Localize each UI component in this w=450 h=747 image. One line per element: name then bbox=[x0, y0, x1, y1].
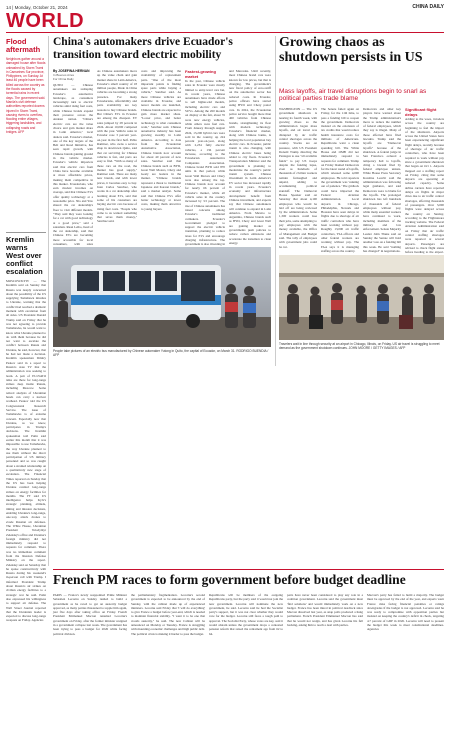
right-col-3 bbox=[363, 107, 401, 252]
main-col-3-text: costs and improving the availability of replacement parts. "One of the most important points is finding spare parts while buying a vehicle," Sanchez said. As more Chinese vehicles are available in Ecuador, and newer models are launched, Chinese brands are expected to gain more market share. "Lower price, and better technology is what consumers want," Sanchez said. Chinese automotive industry has been growing steadily in Latin America. According to data from the Ecuadorian Automotive Association, Chinese brands now account for about 40 percent of new sales. Sanchez said that Chinese brands such as BYD, Great Wall Motors, Chery and Geely are leaders in the market. "Chinese brands represent a threat to traditional Japanese and Korean brands," said a market analyst. Some said that Chinese EVs offer better technology at lower costs, making them attractive to young buyers. bbox=[141, 69, 181, 211]
col-divider-left bbox=[48, 36, 49, 566]
ecuador-bus-photo bbox=[53, 247, 271, 347]
left-divider bbox=[6, 232, 46, 233]
right-headline bbox=[279, 36, 444, 80]
right-col-1-text: WASHINGTON — The US government shutdown is nearing its fourth week, with growing chaos as the administration began mass layoffs, and air travel was disrupted by air traffic control shortages across the country. Stocks are on pressure, with US President Donald Trump directing the Pentagon to use "all available funds" to pay US troops despite the funding lapse, even as hundreds of thousands of civilian workers remain furloughed and unpaid, adding to accumulating political standoff. The Democrat House Speaker said on Saturday that about 4,100 employees who would be laid off are being reviewed by the administration. Some 1,300 workers could lose their jobs, some attempting to pay employees with the money available, the Office of Management and Budget said. The tally of employees with government jobs could be cut. bbox=[279, 107, 317, 249]
kremlin-title: Kremlin warns West over conflict escalation bbox=[6, 235, 43, 276]
bottom-col-5-text: Macron's party has failed to build a majority. The budget must be approved by the end of the year, and experts warn France risks facing financial penalties or ratings downgrades if the budget is not approved. Lecornu said he was ready to compromise with opposition parties but insisted on keeping the country's deficit in check, targeting 4.7 percent of GDP in 2026. Lecornu will need to present the budget this week to meet constitutional deadlines. Agencies bbox=[367, 593, 444, 632]
main-photo-caption: People take pictures of an electric bus manufactured by Chinese automaker Yutong in Quito, the capital of Ecuador, on March 31. RODRIGO BUENDIA / AFP bbox=[53, 349, 269, 357]
bottom-title: French PM races to form government before budget deadline bbox=[53, 572, 406, 587]
airport-photo-caption: Travelers wait in line through security at an airport in Chicago, Illinois, on Friday. US air travel is struggling to meet demand as the government shutdown continues. JOHN MOORE / GETTY IMAGES / AFP bbox=[279, 342, 440, 350]
page-info: 14 | Monday, October 21, 2024 bbox=[6, 5, 68, 10]
byline-agency: For China Daily bbox=[53, 77, 74, 81]
right-col-4-text: Adding to the woes, travelers across the country are beginning to feel the impact of the shutdown. Airports across the United States have been experiencing significant flight delays, recently because of shortage of air traffic controllers, who have been required to work without pay since a government shutdown that began on Oct 1. Airports mapped out a staffing report on Friday, citing that some airports are operating at reduced capacity. Some airline carriers have reported delays on flights in major cities due to air traffic control shortages, affecting thousands of passengers. Over 3,000 flights were delayed across the country on Sunday, according to the FlightAware tracking website. The Federal Aviation Administration said on Friday that air traffic control staffing shortages were reported at several airports. Passengers are advised to check flight status before heading to the airport. bbox=[405, 117, 444, 255]
flood-title: Flood aftermath bbox=[6, 37, 41, 54]
publication-logo: CHINA DAILY bbox=[412, 4, 444, 10]
bottom-headline bbox=[53, 572, 444, 590]
main-headline bbox=[53, 36, 271, 66]
col-divider-right bbox=[275, 36, 276, 366]
main-col-2 bbox=[97, 69, 137, 244]
main-col-1-text: QUITO — Chinese automakers are reshaping Ecuador's automotive landscape, as consumers increasingly turn to electric vehicles amid rising fuel costs, while Chinese brands expand their presence across the Andean nation. "China's electric cars are the value choice and gain market share in Latin America," local dealers said. Ecuador's market, one of the key targets of the Belt and Road Initiative, has seen rapid growth, with Chinese brands gaining ground in the vehicle market. Ecuador's vehicle importers said that electric cars from China have become available at more affordable prices, making them competitive in this market. Ecuadorians, who earn modest incomes on average, said that Chinese EVs offer quality technology at a reasonable price. Nia and Yaw shared the car dealership's floor to visit different models. "They said they were looking for a car with good technology at a good price," said a salesman. Ruan Leibo, head of the car dealership, said that Chinese EVs are becoming more accessible for local consumers, with sales bbox=[53, 83, 93, 246]
byline-location: In Buenos Aires bbox=[53, 73, 75, 77]
bottom-col-3-text: Republicans will be members of the outgoing Republicans party, but the party said it would not join the new government. Lecornu will nominate the new government, he said. Lecornu said he had the Socialist party's support, but it was not clear whether they would vote for the budget. Lecornu still faces a tough path to approval. The Socialist Party, whose votes are key, said it would abstain unless the government drops a contested pension reform that raised the retirement age from 62 to 64. bbox=[209, 593, 283, 636]
main-subhead: Fastest-growing market bbox=[185, 69, 216, 79]
right-col-1 bbox=[279, 107, 317, 252]
bottom-col-2 bbox=[131, 593, 205, 735]
right-col-3-text: Democrats and other key players have warned about the Trump administration's move to reduce the number of federal employees, which they say is illegal. Many of those affected have filed lawsuits. Trump said the layoffs are "Democrat layoffs" because of the shutdown. A federal judge in San Francisco ordered a temporary halt to layoffs, citing a lawsuit filed by federal employee unions. White House Press Secretary Karoline Leavitt said the administration was following legal guidance, and said Democrats were to blame for the layoffs. The prolonged shutdown has left hundreds of thousands of federal employees without pay, while many essential workers have continued to work, including members of the military and law enforcement. Senate Majority Leader John Thune said on Sunday the Senate will hold another vote on a funding bill this week. He said "nothing has changed" in negotiations. bbox=[363, 107, 401, 253]
main-col-4-text: In the past, Chinese vehicle sales in Ecuador were mostly limited to entry-level cars but, in recent years, Chinese automakers have made efforts to sell higher-end models, including electric cars and SUVs. Among the 260 models on display at the fair, about 76 were new energy vehicles, while others were fuel cars. From January through August 2024, 13,200 hybrid cars were sold in the country, up 224 percent year-on-year, along with 2,234 fully electric vehicles, a 136 percent increase, according to the Ecuadorian Automotive Companies Association. Chinese brand BYD sold 870 units in that period, while Great Wall Motors and Chery were also among the top. Chinese brands now account for nearly 66 percent of Ecuador's market, while all vehicle sales in the country increased by 3.5 percent. The rise of Chinese automakers has raised concerns among Ecuador's traditional carmakers. Ecuador's Government pledged to support the electric vehicle transition, planning to reduce taxes for EVs and encourage charging infrastructure. The government is also investing in bbox=[185, 79, 225, 247]
bottom-divider bbox=[53, 569, 444, 570]
bottom-col-2-text: the parliamentary fragmentation. Lecornu's second government is expected to be announced by the end of Sunday, with the cabinet made up of experienced ministers. Lecornu said Friday that 'I will do everything' to give France a budget before year-end, which is needed to maintain financial stability. "I want it to be one that avoids austerity," he said. The new Cabinet will be announced on Monday or Tuesday. France is struggling with mounting economic challenges and high public debt. The political crisis is making it harder to pass the budget. bbox=[131, 593, 205, 636]
kremlin-text: MOSCOW/KYIV — The Kremlin said on Sunday that Russia was deeply concerned about the possibility of the US supplying Tomahawk missiles to Ukraine, warning that the conflict had reached a dramatic moment with escalation from all sides. US President Donald Trump said on Friday that he was not agreeing to provide Tomahawks, he would want to know what Ukraine planned to do with them because he did not want to escalate the conflict between Russia and Ukraine, he said, however, that he had not made a decision. Kremlin spokesman Dmitry Peskov said in a report to Russia's state TV that the administration was seeking to learn. A pair of EU-NATO talks are there for long-range strikes deep inside Russia, including Moscow. Some retired analysts of Ukrainian heads can carry a nuclear warhead. Peskov told the US Congressional Research Service. The issue of Tomahawks is of extreme concern. Especially now that Ukraine, as we know, participates in Trump's decisions. The Kremlin spokesman told Putin said earlier this month that it was impossible to use Tomahawks, the way Ukraine planned to use them without the direct participation of US military personnel and so was caught about a strained relationship on a qualitatively new stage of escalation. The Financial Times reported on Sunday that the US has been helping Ukraine conduct long-range strikes on energy facilities for months. The FT said US intelligence helps Kyiv's strategic planning, altitude, timing and mission decisions, enabling Ukraine's long-range, one-way attack drones to evade Russian air defenses. The White House, Ukrainian President Volodymyr Zelensky's office and Ukraine's foreign ministry did not immediately respond to requests for comment. There was no immediate comment from the Russian Defense Ministry on the report. Zelensky said on Saturday that he spoke constructively with Russia during his weekend's in-person call with Trump. I informed President Trump about Russia's air strikes on civilian energy facilities to a strategic war he said. Putin also expressed his willingness to support air defense. The Wall Street Journal reported that the Ukrainian leader is expected to discuss long-range weapons on Friday. Agencies bbox=[6, 279, 47, 623]
bottom-col-1 bbox=[53, 593, 127, 735]
flood-brief bbox=[6, 38, 46, 230]
bottom-col-4-text: parts have never been considered to play any role in a coalition government. Lecornu said the government must 'find solutions' and would immediately work on a new budget. France has been mired in political deadlock since Macron dissolved last year, as snap polls produced a hung parliament. French President Emmanuel Macron has said that he would not resign, and has given Lecornu his full backing, asking him to reach a deal with parties. bbox=[287, 593, 363, 628]
kremlin-story bbox=[6, 235, 47, 623]
main-col-1 bbox=[53, 69, 93, 244]
main-col-5-text: and Mercedes. Until recently, most Chinese brand cars were known for low prices, but that is changing. The government's new fiscal policy of zero-tariff on the automotive sector has reduced costs. In Ecuador, police officers have started using BYD and Chery patrol cars. In 2024, the Ecuadorian police service bought more than 400 vehicles from Chinese brands, strengthening its fleet with modern technology. Ecuador's financial market, along with Chinese banks, is helping the local population buy electric cars. In Ecuador, public transit is also changing, with Chinese electric buses being added to city fleets. Ecuador's Transportation Minister said the government is planning to modernize the country's public transit system. Chinese investment in Latin America's EV sector has increased rapidly in recent years. Ecuador's economy and infrastructure development benefit from Chinese investment, and experts say that Chinese automakers will continue to expand in Latin America. From Mexico to Argentina, Chinese brands such as BYD, Chery and Great Wall are gaining market as governments push policies to reduce carbon emissions and accelerate the transition to clean energy. bbox=[229, 69, 271, 245]
section-title: WORLD bbox=[6, 10, 85, 32]
section-rule bbox=[6, 32, 444, 33]
main-col-4 bbox=[185, 69, 225, 247]
right-col-2 bbox=[321, 107, 359, 252]
bottom-col-3 bbox=[209, 593, 283, 735]
airport-photo bbox=[279, 255, 444, 340]
right-title: Growing chaos as shutdown persists in US bbox=[279, 35, 423, 65]
main-col-5 bbox=[229, 69, 271, 244]
main-col-3 bbox=[141, 69, 181, 244]
flood-text: Neighbors gather around a damaged house after floods unleashed by Storm Trami in Camarines Sur province, Philippines, on Sunday. At least 46 people have been killed across the country as the floods caused by torrential rains in recent days. The government said. Manila's civil defense authorities reported dozens injured in Storm Trami, causing rivers to overflow, flooding entire villages, triggering landslides, and collapsing roads and bridges. AFP bbox=[6, 57, 46, 135]
main-title: China's automakers drive Ecuador's transition toward electric mobility bbox=[53, 36, 233, 61]
right-subhead: Significant flight delays bbox=[405, 107, 437, 117]
main-col-2-text: As Chinese automakers move up the value chain and gain market share in Latin America, Ecuador's small country of 18 million people, Made in China vehicles are becoming a strong presence. For many Ecuadorians, affordability and parts availability are key reasons to buy Chinese brands. But China's EVs in Ecuador are among the cheapest. EV sales jumped by 28 percent in 2024. About 10,000 compared with the year. Vehicle sales in Ecuador rose 3 percent year-on-year in the first half. Pablo Ramirez, who owns a service shop in downtown Quito, said that car servicing for Chinese vehicles is fast, and parts are easy to find. "With so many of these cars on the road, the market has good supply," Ramirez said. There are many new brands, and with lower prices, it becomes easy to buy. Juan Carlos Sanchez, who works in a car dealership after learning about EVs, said that some of his customers are buying electric cars because of rising fuel costs. "People who come to us wanted something that saves them money," Sanchez said. bbox=[97, 69, 137, 224]
right-subtitle-wrap bbox=[279, 88, 444, 104]
right-subtitle: Mass layoffs, air travel disruptions begin to snarl as political parties trade blame bbox=[279, 88, 427, 102]
bottom-col-4 bbox=[287, 593, 363, 735]
byline-name: By JOSEFINA HERNAN bbox=[53, 69, 90, 73]
bottom-col-1-text: PARIS — France's newly reappointed Prime Minister Sebastien Lecornu on Sunday rushed to build a government as he raced to get an austerity budget approved, as many parties threatened to topple him again, just five days after taking office on Friday. French President Emmanuel Macron renamed Lecornu's government on Friday, after the former minister resigned in a government collapse last week. The government has been trying to pass a budget for 2026 while facing political division. bbox=[53, 593, 127, 636]
right-col-2-text: The Senate failed again on Friday, for the 11th time, to pass a funding bill to reopen the government. Democrats insisted on the extension of tax credits that would reduce health insurance costs for millions of Americans. Republicans want a clean spending bill. The White House and OMB did not immediately respond to requests for comment. Trump on Friday blamed Democrats for the latest round of layoffs, which released some 4,000 employees. He told reporters the government was 'running out of patience.' The gridlock could have impacted the Federal Aviation Administration. Local airports in Chicago, Philadelphia, Newark and Houston have seen delays in flights due to shortage of air traffic controllers who have been working without pay. Roughly 13,000 air traffic controllers, TSA officers and other federal workers are working without pay. The FAA says it is managing staffing across the country. bbox=[321, 107, 360, 253]
right-col-4 bbox=[405, 107, 444, 255]
bottom-col-5 bbox=[367, 593, 444, 735]
